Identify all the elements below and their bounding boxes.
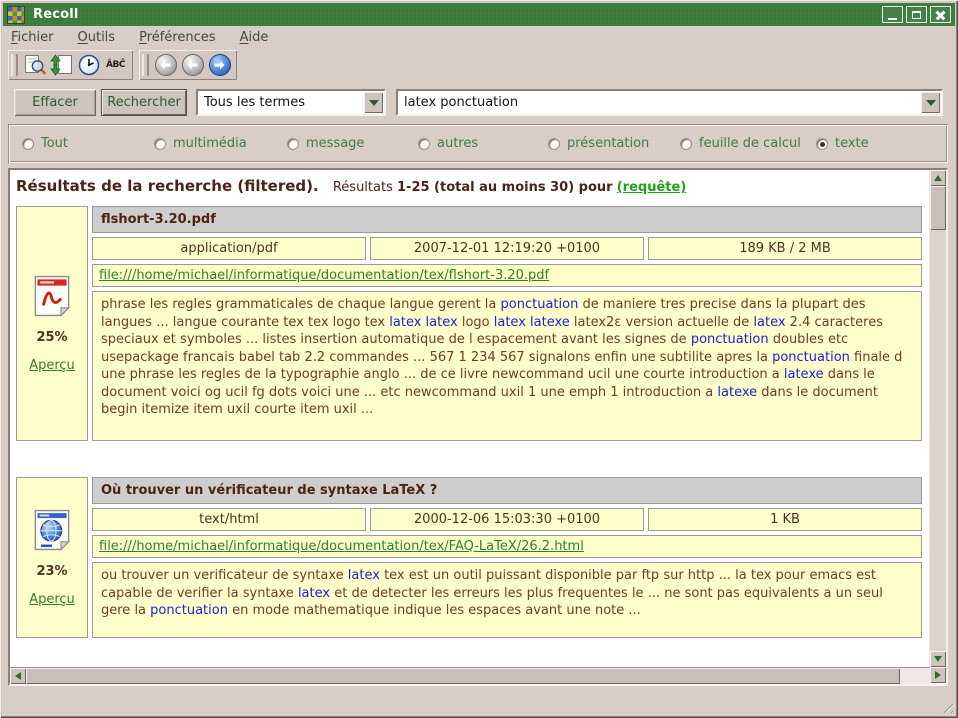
result-meta-row xyxy=(92,508,922,531)
menu-outils[interactable]: Outils xyxy=(77,29,116,45)
category-filter-frame xyxy=(8,124,948,163)
radio-icon xyxy=(680,138,692,150)
query-link[interactable]: (requête) xyxy=(616,180,687,195)
arrow-right-icon xyxy=(935,671,941,679)
scrollbar-corner xyxy=(930,667,946,684)
document-history-button[interactable] xyxy=(75,52,102,78)
result-side-cell xyxy=(16,477,88,638)
result-detail xyxy=(92,206,922,441)
result-date: 2000-12-06 15:03:30 +0100 xyxy=(370,508,644,531)
radio-icon xyxy=(418,138,430,150)
menu-fichier[interactable]: Fichier xyxy=(11,29,54,45)
close-button[interactable] xyxy=(930,6,951,23)
maximize-button[interactable] xyxy=(906,6,927,23)
arrow-left-icon xyxy=(15,672,21,680)
term-explorer-button[interactable] xyxy=(102,52,129,78)
results-count: Résultats 1-25 (total au moins 30) pour (requête) xyxy=(332,180,687,195)
term-explorer-icon: ÂBĈ xyxy=(106,60,125,70)
chevron-down-icon xyxy=(926,100,936,106)
result-title[interactable]: flshort-3.20.pdf xyxy=(92,206,922,233)
result-snippet: phrase les regles grammaticales de chaque langue gerent la ponctuation de maniere tres precise dans la plupart des langues ... langue courante tex tex logo tex latex latex logo latex latexe latex2ε version actuelle de latex 2.4 caracteres speciaux et symboles ... listes insertion automatique de l espacement avant les signes de ponctuation doubles etc usepackage francais babel tab 2.2 commandes ... 567 1 234 567 signalons enfin une subtilite apres la ponctuation finale d une phrase les regles de la typographie anglo ... de ce livre newcommand ucil une courte introduction a latexe dans le document voici og ucil fg dots voici une ... etc newcommand uxil 1 une emph 1 introduction a latexe dans le document begin itemize item uxil courte item uxil ... xyxy=(92,291,922,441)
toolbar-group-navigation xyxy=(139,50,237,80)
filter-radio-tout[interactable]: Tout xyxy=(22,124,68,163)
search-query-input[interactable] xyxy=(398,91,941,114)
window-title: Recoll xyxy=(33,7,79,22)
maximize-icon xyxy=(912,11,921,19)
resize-grip[interactable] xyxy=(939,699,953,713)
toolbar-drag-handle[interactable] xyxy=(11,54,18,76)
arrow-down-icon xyxy=(934,656,942,662)
radio-icon xyxy=(22,138,34,150)
search-mode-value: Tous les termes xyxy=(204,95,305,110)
filter-radio-texte[interactable]: texte xyxy=(816,124,869,163)
scroll-up-button[interactable] xyxy=(930,170,946,186)
toolbar-drag-handle[interactable] xyxy=(142,54,149,76)
radio-icon xyxy=(816,138,828,150)
search-bar xyxy=(14,89,943,116)
search-query-combobox[interactable] xyxy=(396,89,943,116)
first-page-button[interactable] xyxy=(152,52,179,78)
clock-icon xyxy=(77,53,101,77)
result-side-cell xyxy=(16,206,88,441)
result-url-cell xyxy=(92,535,922,558)
next-page-button[interactable] xyxy=(206,52,233,78)
result-size: 1 KB xyxy=(648,508,922,531)
radio-icon xyxy=(287,138,299,150)
filter-radio-message[interactable]: message xyxy=(287,124,364,163)
horizontal-scrollbar-thumb[interactable] xyxy=(26,668,900,684)
scroll-left-button[interactable] xyxy=(10,668,26,684)
result-snippet: ou trouver un verificateur de syntaxe latex tex est un outil puissant disponible par ftp sur http ... la tex pour emacs est capable de verifier la syntaxe latex et de detecter les erreurs les plus frequentes le ... ne sont pas equivalents a un seul gere la ponctuation en mode mathematique indique les espaces avant une note ... xyxy=(92,562,922,638)
filter-radio-presentation[interactable]: présentation xyxy=(548,124,649,163)
radio-icon xyxy=(548,138,560,150)
sort-parameters-button[interactable] xyxy=(48,52,75,78)
previous-page-button[interactable] xyxy=(179,52,206,78)
search-button[interactable]: Rechercher xyxy=(101,89,187,116)
results-list xyxy=(10,170,930,667)
minimize-button[interactable] xyxy=(882,6,903,23)
recoll-app-icon xyxy=(7,6,25,24)
document-search-icon xyxy=(23,53,47,77)
next-page-icon xyxy=(209,54,231,76)
result-item xyxy=(16,477,922,638)
scroll-right-button[interactable] xyxy=(930,667,946,683)
previous-page-icon xyxy=(182,54,204,76)
minimize-icon xyxy=(888,18,897,20)
result-item xyxy=(16,206,922,441)
advanced-search-button[interactable] xyxy=(21,52,48,78)
toolbar xyxy=(3,48,955,82)
results-header xyxy=(16,177,927,195)
first-page-icon xyxy=(155,54,177,76)
search-mode-combobox[interactable] xyxy=(196,89,386,116)
menu-preferences[interactable]: Préférences xyxy=(139,29,216,45)
menu-aide[interactable]: Aide xyxy=(239,29,269,45)
scroll-down-button[interactable] xyxy=(930,651,946,667)
vertical-scrollbar-thumb[interactable] xyxy=(930,186,946,230)
relevance-percent: 25% xyxy=(36,329,68,345)
arrow-up-icon xyxy=(934,175,942,181)
filter-radio-multimedia[interactable]: multimédia xyxy=(154,124,247,163)
vertical-scrollbar[interactable] xyxy=(930,170,946,667)
window-controls xyxy=(882,6,951,23)
filter-radio-autres[interactable]: autres xyxy=(418,124,478,163)
search-query-dropdown-button[interactable] xyxy=(921,92,940,113)
result-size: 189 KB / 2 MB xyxy=(648,237,922,260)
radio-icon xyxy=(154,138,166,150)
result-mime: text/html xyxy=(92,508,366,531)
result-title[interactable]: Où trouver un vérificateur de syntaxe LaTeX ? xyxy=(92,477,922,504)
horizontal-scrollbar[interactable] xyxy=(10,667,930,684)
horizontal-scrollbar-track[interactable] xyxy=(900,668,930,684)
search-mode-dropdown-button[interactable] xyxy=(364,92,383,113)
result-date: 2007-12-01 12:19:20 +0100 xyxy=(370,237,644,260)
preview-link[interactable]: Aperçu xyxy=(29,591,75,607)
result-url-link[interactable]: file:///home/michael/informatique/documentation/tex/flshort-3.20.pdf xyxy=(99,268,550,283)
filter-radio-feuille-de-calcul[interactable]: feuille de calcul xyxy=(680,124,801,163)
statusbar xyxy=(3,689,955,715)
chevron-down-icon xyxy=(369,100,379,106)
document-sort-icon xyxy=(50,53,74,77)
preview-link[interactable]: Aperçu xyxy=(29,357,75,373)
titlebar[interactable] xyxy=(3,3,955,26)
results-area xyxy=(8,168,948,686)
result-url-link[interactable]: file:///home/michael/informatique/documentation/tex/FAQ-LaTeX/26.2.html xyxy=(99,539,584,554)
vertical-scrollbar-track[interactable] xyxy=(930,230,946,651)
close-icon xyxy=(935,9,946,20)
pdf-icon[interactable] xyxy=(34,275,70,317)
result-url-cell xyxy=(92,264,922,287)
clear-button[interactable]: Effacer xyxy=(14,89,96,116)
results-title: Résultats de la recherche (filtered). xyxy=(16,177,319,195)
result-meta-row xyxy=(92,237,922,260)
menubar xyxy=(3,26,955,48)
toolbar-group-tools xyxy=(8,50,133,80)
html-icon[interactable] xyxy=(34,509,70,551)
result-detail xyxy=(92,477,922,638)
result-mime: application/pdf xyxy=(92,237,366,260)
relevance-percent: 23% xyxy=(36,563,68,579)
